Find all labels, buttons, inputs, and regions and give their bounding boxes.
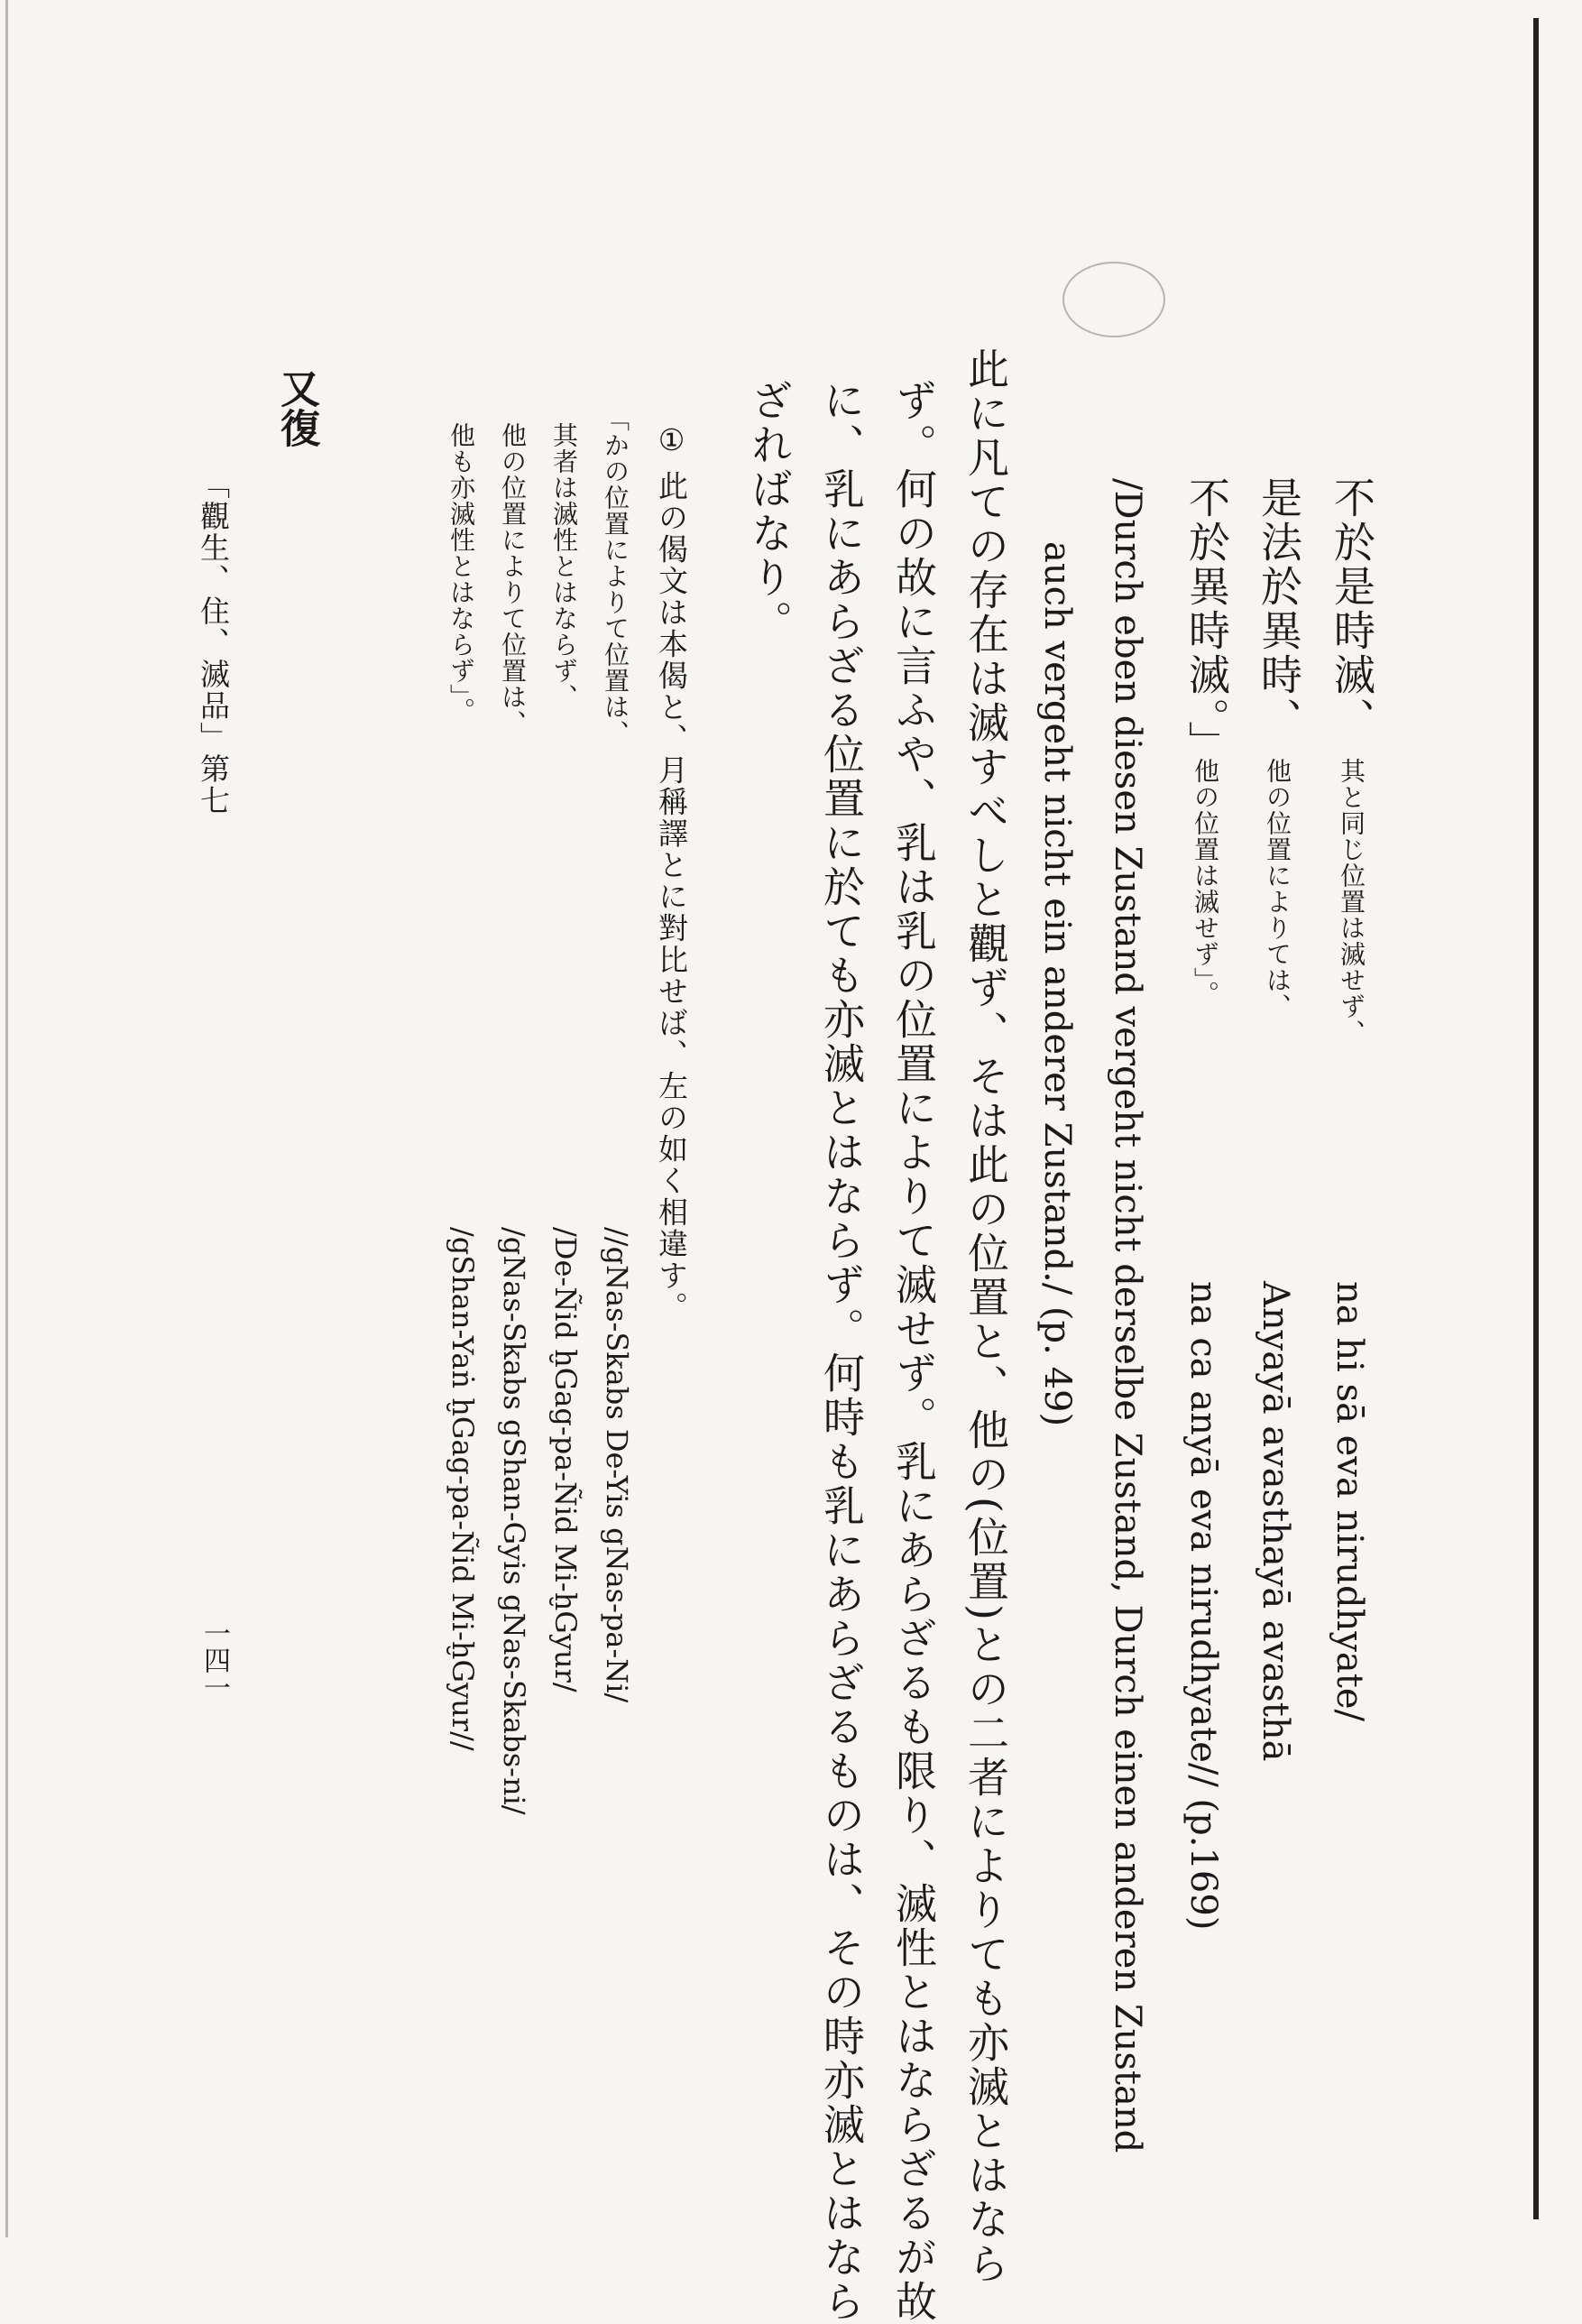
footnote-jp-line-3: 他の位置によりて位置は、 [498, 422, 528, 736]
verse-line-1-jp: 不於是時滅、 [1328, 476, 1376, 742]
page-number: 一四一 [198, 1619, 230, 1701]
verse-line-2-gloss: 他の位置によりては、 [1263, 758, 1292, 1019]
running-title: 「觀生、住、滅品」第七 [196, 469, 231, 816]
verse-line-3-jp: 不於異時滅。」 [1182, 476, 1231, 765]
footnote-tib-line-2: /De-Ñid ḫGag-pa-Ñid Mi-ḫGyur/ [548, 1227, 583, 1692]
faint-library-stamp [1062, 262, 1165, 337]
footnote-jp-line-1: 「かの位置によりて位置は、 [601, 406, 630, 746]
page-edge-rule [1533, 18, 1539, 2219]
section-heading: 又復 [273, 368, 319, 447]
footnote-intro: ① 此の偈文は本偈と、月稱譯とに對比せば、左の如く相違す。 [654, 422, 689, 1323]
prose-line-3: に、乳にあらざる位置に於ても亦滅とはならず。何時も乳にあらざるものは、その時亦滅とはなら [817, 379, 866, 2324]
verse-line-1-latin: na hi sā eva nirudhyate/ [1329, 1281, 1370, 1721]
verse-line-2-latin: Anyayā avasthayā avasthā [1255, 1281, 1296, 1762]
scan-edge-shadow [5, 0, 8, 2237]
footnote-tib-line-3: /gNas-Skabs gShan-Gyis gNas-Skabs-ni/ [497, 1227, 531, 1815]
verse-line-3-latin: na ca anyā eva nirudhyate// (p.169) [1182, 1281, 1224, 1931]
footnote-tib-line-1: //gNas-Skabs De-Yis gNas-pa-Ni/ [600, 1227, 634, 1703]
footnote-jp-line-2: 其者は滅性とはならず、 [549, 422, 579, 710]
german-translation-line-1: /Durch eben diesen Zustand vergeht nicht derselbe Zustand, Durch einen anderen Zustand [1107, 478, 1148, 2153]
prose-line-1: 此に凡ての存在は滅すべしと觀ず、そは此の位置と、他の(位置)との二者によりても亦滅とはなら [961, 347, 1010, 2286]
footnote-jp-line-4: 他も亦滅性とはならず」。 [446, 422, 476, 724]
verse-line-2-jp: 是法於異時、 [1255, 476, 1303, 742]
prose-line-2: ず。何の故に言ふや、乳は乳の位置によりて滅せず。乳にあらざるも限り、滅性とはならざるが故 [889, 379, 938, 2324]
verse-line-3-gloss: 他の位置は滅せず」。 [1191, 758, 1220, 1007]
verse-line-1-gloss: 其と同じ位置は滅せず、 [1337, 758, 1366, 1046]
german-translation-line-2: auch vergeht nicht ein anderer Zustand./ (p. 49) [1036, 541, 1078, 1427]
footnote-tib-line-4: /gShan-Yaṅ ḫGag-pa-Ñid Mi-ḫGyur// [446, 1227, 480, 1751]
prose-line-4: ざればなり。 [745, 379, 794, 644]
